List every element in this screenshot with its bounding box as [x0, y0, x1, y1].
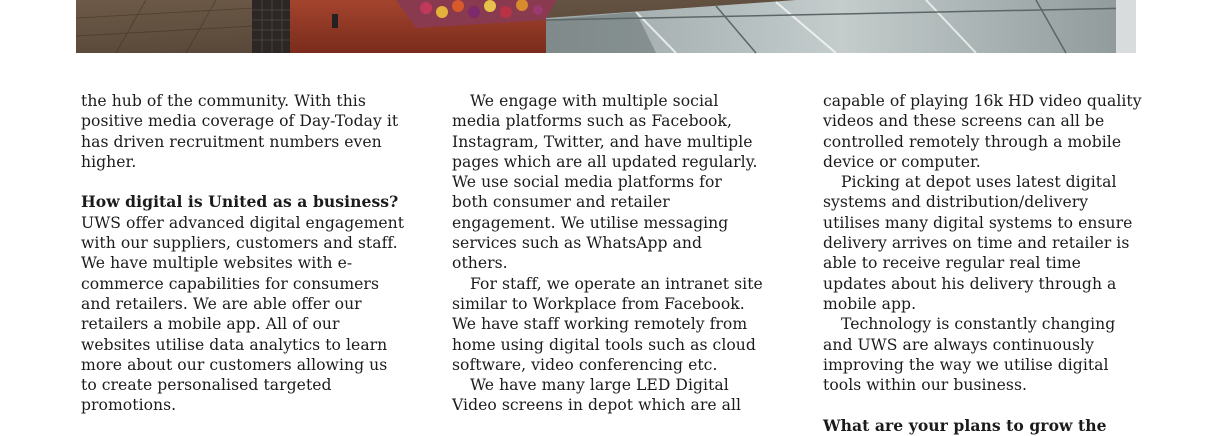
col1-paragraph-1: the hub of the community. With this positive media coverage of Day-Today it has driven recruitment numbers even higher.: [81, 92, 399, 171]
col2-paragraph-1: We engage with multiple social media platforms such as Facebook, Instagram, Twitter, and have multiple pages which are all updated regularly. We use social media platforms for both consumer and retailer engagement. We utilise messaging services such as WhatsApp and others.: [452, 92, 758, 273]
section-heading-partial: What are your plans to grow the: [823, 415, 1107, 435]
col3-paragraph-3: Technology is constantly changing and UWS are always continuously improving the way we utilise digital tools within our business.: [823, 315, 1116, 395]
col1-paragraph-2: UWS offer advanced digital engagement with our suppliers, customers and staff. We have multiple websites with e- commerce capabilities for consumers and retailers. We are able offer our retailers a mobile app. All of our websites utilise data analytics to learn more about our customers allowing us to create personalised targeted promotions.: [81, 213, 405, 415]
col3-paragraph-2: Picking at depot uses latest digital systems and distribution/delivery utilises many digital systems to ensure delivery arrives on time and retailer is able to receive regular real time updates about his delivery through a mobile app.: [823, 173, 1133, 313]
col3-paragraph-1: capable of playing 16k HD video quality videos and these screens can all be controlled remotely through a mobile device or computer.: [823, 92, 1142, 171]
col2-paragraph-2: For staff, we operate an intranet site similar to Workplace from Facebook. We have staff working remotely from home using digital tools such as cloud software, video conferencing etc.: [452, 274, 763, 374]
column-2: [452, 91, 782, 416]
section-heading: How digital is United as a business?: [81, 192, 399, 212]
column-1: [81, 91, 411, 416]
paragraph-gap: [81, 172, 411, 192]
store-interior-illustration: [76, 0, 1136, 53]
column-3: [823, 91, 1153, 436]
store-interior-photo: [76, 0, 1136, 53]
col2-paragraph-3: We have many large LED Digital Video screens in depot which are all: [452, 376, 742, 415]
